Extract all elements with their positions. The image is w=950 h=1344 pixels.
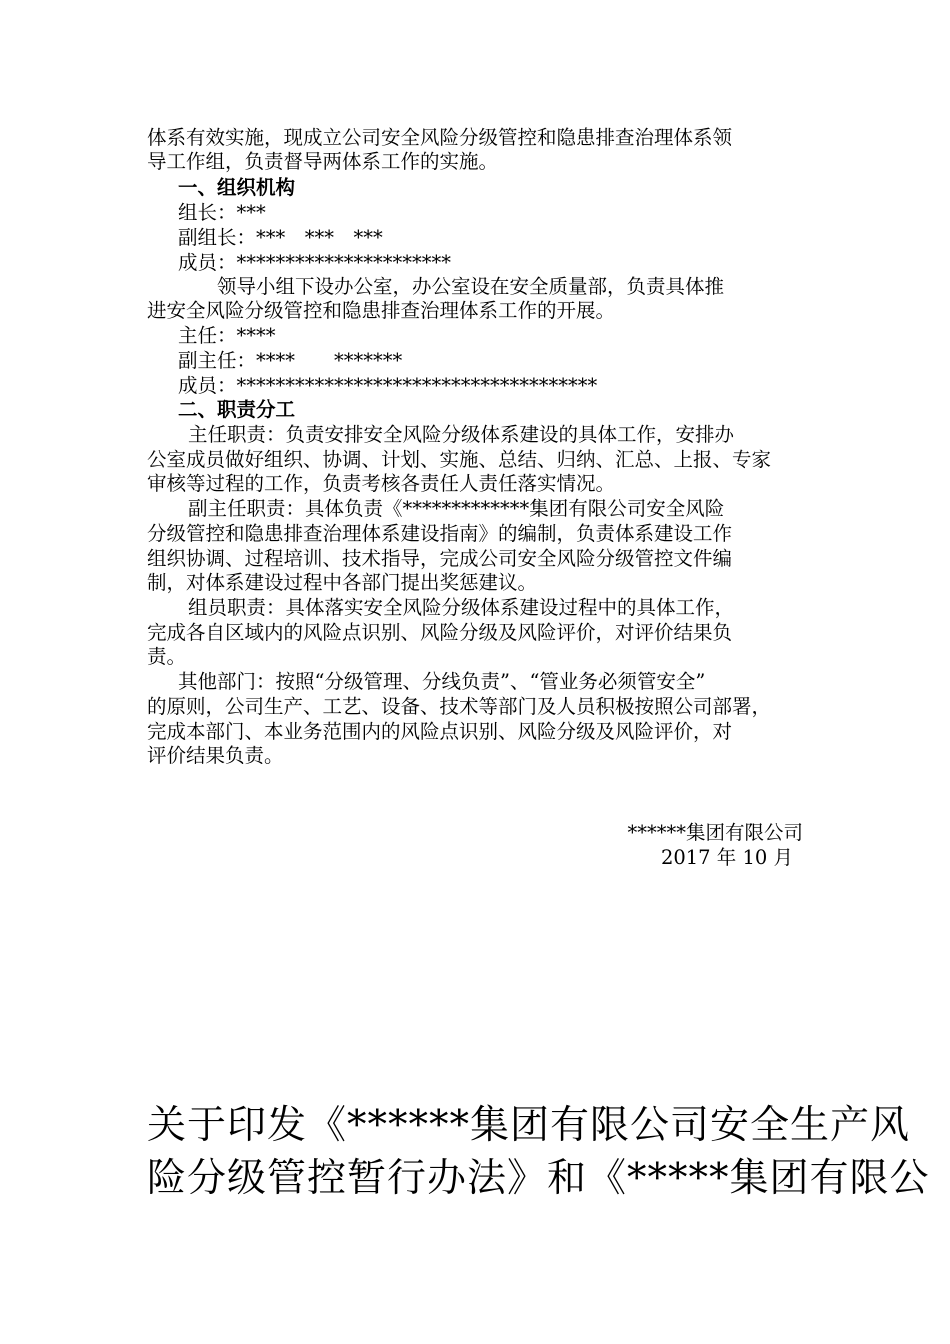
paragraph-line: 领导小组下设办公室，办公室设在安全质量部，负责具体推: [217, 275, 725, 298]
next-document-title: 关于印发《******集团有限公司安全生产风: [147, 1103, 911, 1148]
paragraph-line: 责。: [147, 645, 187, 668]
paragraph-line: 成员：*************************************: [178, 374, 598, 397]
paragraph-line: 其他部门：按照“分级管理、分线负责”、“管业务必须管安全”: [178, 670, 706, 693]
paragraph-line: 体系有效实施，现成立公司安全风险分级管控和隐患排查治理体系领: [147, 126, 733, 149]
paragraph-line: 组员职责：具体落实安全风险分级体系建设过程中的具体工作，: [188, 596, 735, 619]
next-document-title: 险分级管控暂行办法》和《*****集团有限公: [147, 1156, 930, 1201]
section-heading: 二、职责分工: [178, 398, 296, 421]
paragraph-line: 完成各自区域内的风险点识别、风险分级及风险评价，对评价结果负: [147, 621, 733, 644]
paragraph-line: 分级管控和隐患排查治理体系建设指南》的编制，负责体系建设工作: [147, 522, 733, 545]
paragraph-line: 组织协调、过程培训、技术指导，完成公司安全风险分级管控文件编: [147, 547, 733, 570]
paragraph-line: 主任：****: [178, 324, 276, 347]
paragraph-line: 完成本部门、本业务范围内的风险点识别、风险分级及风险评价，对: [147, 720, 733, 743]
signature-date: 2017 年 10 月: [660, 846, 793, 869]
paragraph-line: 副主任：**** *******: [178, 349, 403, 372]
paragraph-line: 进安全风险分级管控和隐患排查治理体系工作的开展。: [147, 299, 616, 322]
paragraph-line: 制，对体系建设过程中各部门提出奖惩建议。: [147, 571, 538, 594]
paragraph-line: 副主任职责：具体负责《*************集团有限公司安全风险: [188, 497, 725, 520]
paragraph-line: 主任职责：负责安排安全风险分级体系建设的具体工作，安排办: [188, 423, 735, 446]
paragraph-line: 组长：***: [178, 201, 266, 224]
paragraph-line: 公室成员做好组织、协调、计划、实施、总结、归纳、汇总、上报、专家: [147, 448, 772, 471]
section-heading: 一、组织机构: [178, 176, 296, 199]
paragraph-line: 副组长：*** *** ***: [178, 226, 383, 249]
paragraph-line: 审核等过程的工作，负责考核各责任人责任落实情况。: [147, 472, 616, 495]
paragraph-line: 评价结果负责。: [147, 744, 284, 767]
paragraph-line: 导工作组，负责督导两体系工作的实施。: [147, 150, 499, 173]
signature-company: ******集团有限公司: [627, 821, 803, 844]
paragraph-line: 的原则，公司生产、工艺、设备、技术等部门及人员积极按照公司部署，: [147, 695, 772, 718]
paragraph-line: 成员：**********************: [178, 251, 452, 274]
